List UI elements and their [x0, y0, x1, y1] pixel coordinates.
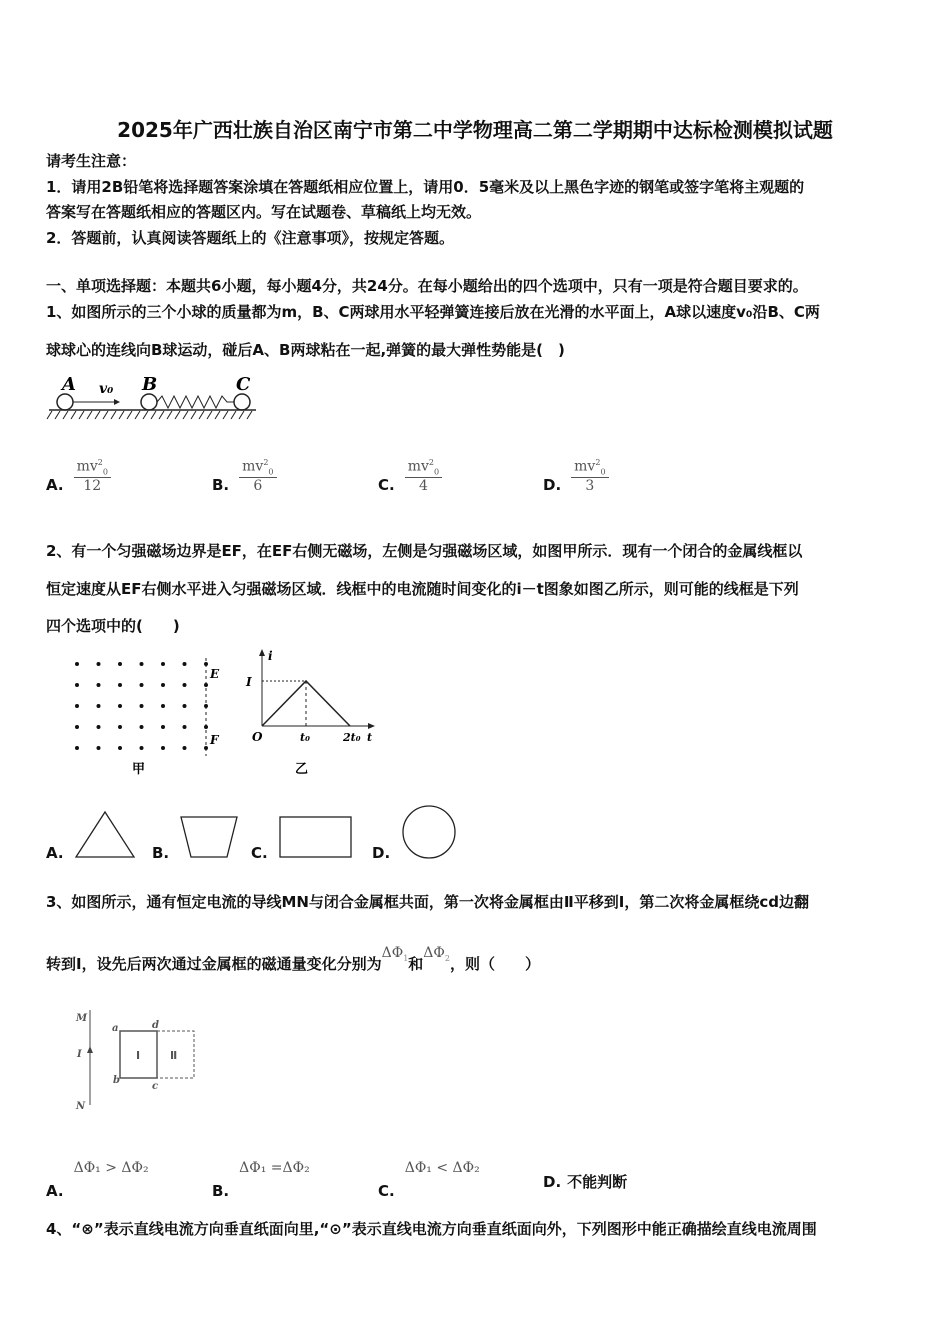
tick-t0: t₀	[300, 731, 310, 744]
option-expr: ΔΦ₁ =ΔΦ₂	[239, 1160, 310, 1176]
axis-i: i	[268, 649, 273, 663]
q3-option-d[interactable]	[543, 1171, 627, 1192]
label-v0: v₀	[99, 381, 114, 397]
field-dot	[161, 662, 165, 666]
q3-text: 转到Ⅰ，设先后两次通过金属框的磁通量变化分别为$\Delta\Phi_1$和$\Delta\Phi_2$，则（ ）	[46, 945, 540, 973]
label-b: b	[113, 1075, 120, 1086]
field-dot	[204, 662, 208, 666]
spring	[157, 396, 234, 408]
option-letter: C.	[378, 476, 395, 494]
q2-option-b[interactable]	[152, 808, 241, 862]
field-dot	[97, 662, 101, 666]
q2-text: 恒定速度从EF右侧水平进入匀强磁场区域．线框中的电流随时间变化的i－t图象如图乙所示，则可能的线框是下列	[46, 580, 799, 598]
rectangle-shape	[278, 809, 354, 861]
field-dot	[75, 662, 79, 666]
region-1: Ⅰ	[136, 1049, 141, 1062]
notice-item: 2．答题前，认真阅读答题纸上的《注意事项》，按规定答题。	[46, 229, 454, 247]
q2-text: 四个选项中的( )	[46, 617, 180, 635]
option-letter: A.	[46, 476, 64, 494]
caption-jia: 甲	[132, 762, 146, 777]
field-dot	[204, 704, 208, 708]
fraction: $\frac{mv^2_0}{6}$	[239, 458, 276, 493]
label-I: I	[246, 675, 252, 689]
field-dot	[118, 683, 122, 687]
fraction: $\frac{mv^2_0}{12}$	[74, 458, 111, 493]
axis-t: t	[367, 731, 373, 744]
q1-figure	[44, 372, 259, 422]
q3-option-c[interactable]	[378, 1160, 480, 1200]
field-dot	[204, 746, 208, 750]
q1-option-b[interactable]	[212, 458, 277, 494]
field-dot	[118, 704, 122, 708]
q3-option-a[interactable]	[46, 1160, 149, 1200]
q1-option-a[interactable]	[46, 458, 111, 494]
field-dot	[140, 725, 144, 729]
option-letter: D.	[543, 476, 562, 494]
delta-phi-1: $\Delta\Phi_1$	[381, 945, 409, 963]
label-b: B	[142, 374, 158, 395]
q3-option-b[interactable]	[212, 1160, 310, 1200]
label-i: I	[77, 1049, 82, 1060]
field-dot	[118, 725, 122, 729]
field-dot	[204, 683, 208, 687]
field-dot	[75, 725, 79, 729]
notice-item: 答案写在答题纸相应的答题区内。写在试题卷、草稿纸上均无效。	[46, 203, 482, 221]
option-letter: B.	[152, 844, 170, 862]
option-expr: ΔΦ₁ < ΔΦ₂	[404, 1160, 480, 1176]
option-letter: B.	[212, 1182, 230, 1200]
label-m: M	[76, 1013, 88, 1024]
label-e: E	[210, 667, 220, 681]
option-letter: C.	[251, 844, 268, 862]
ball-a	[57, 394, 73, 410]
option-letter: D.	[372, 844, 391, 862]
field-dot	[140, 662, 144, 666]
field-dot	[97, 683, 101, 687]
q2-text: 2、有一个匀强磁场边界是EF，在EF右侧无磁场，左侧是匀强磁场区域，如图甲所示．现有一个闭合的金属线框以	[46, 542, 803, 560]
field-dot	[75, 704, 79, 708]
field-dot	[161, 683, 165, 687]
field-dot	[204, 725, 208, 729]
field-dot	[161, 746, 165, 750]
origin: O	[252, 730, 263, 744]
q4-text: 4、“⊗”表示直线电流方向垂直纸面向里,“⊙”表示直线电流方向垂直纸面向外，下列图形中能正确描绘直线电流周围	[46, 1220, 817, 1238]
trapezoid-shape	[179, 809, 241, 861]
field-dot	[75, 746, 79, 750]
page-title: 2025年广西壮族自治区南宁市第二中学物理高二第二学期期中达标检测模拟试题	[117, 118, 833, 142]
label-c: C	[236, 374, 251, 395]
field-dot	[183, 662, 187, 666]
field-dot	[140, 704, 144, 708]
label-a: a	[112, 1023, 119, 1034]
ball-c	[234, 394, 250, 410]
section-heading: 一、单项选择题：本题共6小题，每小题4分，共24分。在每小题给出的四个选项中，只有一项是符合题目要求的。	[46, 277, 808, 295]
field-dot	[140, 746, 144, 750]
q2-figure-jia	[44, 648, 229, 778]
q2-option-c[interactable]	[251, 808, 354, 862]
option-letter: B.	[212, 476, 230, 494]
field-dot	[118, 662, 122, 666]
option-letter: A.	[46, 1182, 64, 1200]
label-f: F	[210, 733, 219, 747]
field-dot	[161, 704, 165, 708]
field-dot	[140, 683, 144, 687]
option-letter: D.	[543, 1172, 562, 1191]
notice-heading: 请考生注意：	[46, 152, 137, 170]
option-letter: A.	[46, 844, 64, 862]
q1-text: 1、如图所示的三个小球的质量都为m，B、C两球用水平轻弹簧连接后放在光滑的水平面上，A球以速度v₀沿B、C两	[46, 303, 820, 321]
field-dot	[97, 704, 101, 708]
region-2: Ⅱ	[170, 1049, 178, 1062]
field-dot	[118, 746, 122, 750]
q1-option-d[interactable]	[543, 458, 609, 494]
q2-figure-yi	[240, 648, 380, 778]
label-d: d	[152, 1020, 159, 1031]
tick-2t0: 2t₀	[343, 731, 361, 744]
q1-text: 球球心的连线向B球运动，碰后A、B两球粘在一起,弹簧的最大弹性势能是( )	[46, 341, 565, 359]
q3-figure	[66, 1005, 216, 1115]
triangle-shape	[74, 809, 136, 861]
field-dot	[97, 746, 101, 750]
option-text: 不能判断	[567, 1173, 628, 1191]
q2-option-d[interactable]	[372, 800, 460, 862]
circle-shape	[400, 801, 460, 861]
option-expr: ΔΦ₁ > ΔΦ₂	[73, 1160, 149, 1176]
delta-phi-2: $\Delta\Phi_2$	[423, 945, 450, 963]
ball-b	[141, 394, 157, 410]
label-a: A	[62, 374, 76, 395]
q2-option-a[interactable]	[46, 808, 136, 862]
caption-yi: 乙	[295, 762, 309, 777]
notice-item: 1．请用2B铅笔将选择题答案涂填在答题纸相应位置上，请用0．5毫米及以上黑色字迹的钢笔或签字笔将主观题的	[46, 178, 805, 196]
q1-option-c[interactable]	[378, 458, 442, 494]
option-letter: C.	[378, 1182, 395, 1200]
field-dot	[161, 725, 165, 729]
label-c: c	[152, 1081, 159, 1092]
fraction: $\frac{mv^2_0}{4}$	[405, 458, 442, 493]
fraction: $\frac{mv^2_0}{3}$	[571, 458, 608, 493]
field-dot	[183, 683, 187, 687]
field-dot	[183, 725, 187, 729]
field-dot	[97, 725, 101, 729]
field-dot	[183, 746, 187, 750]
label-n: N	[76, 1101, 86, 1112]
field-dot	[75, 683, 79, 687]
field-dot	[183, 704, 187, 708]
q3-text: 3、如图所示，通有恒定电流的导线MN与闭合金属框共面，第一次将金属框由Ⅱ平移到Ⅰ，第二次将金属框绕cd边翻	[46, 893, 810, 911]
